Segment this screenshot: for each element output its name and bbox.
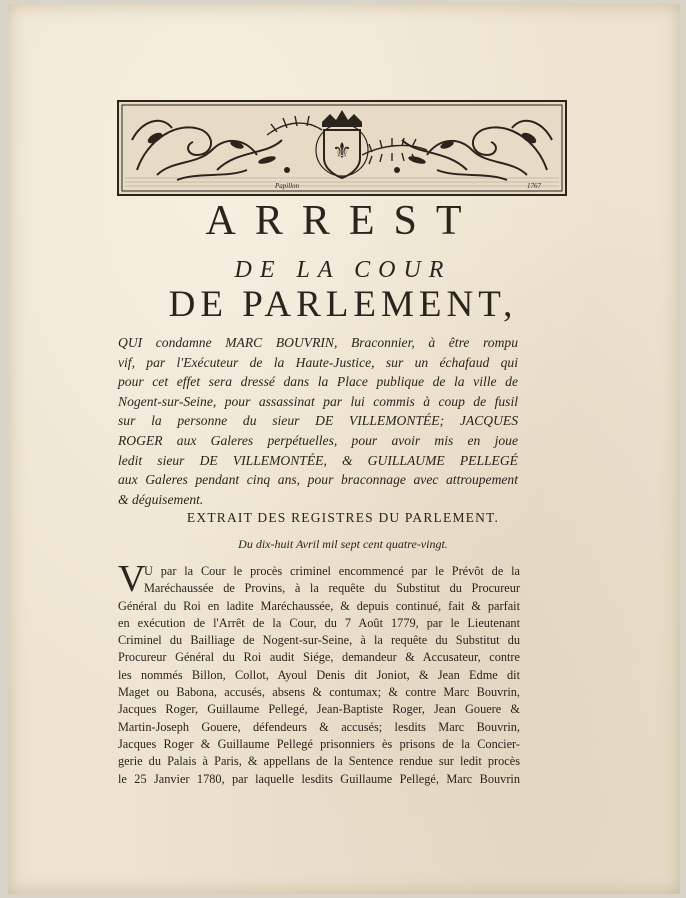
title-arrest: ARREST <box>205 198 481 244</box>
summary-line: ledit sieur DE VILLEMONTÉE, & GUILLAUME PELLEGÉ <box>118 452 518 468</box>
royal-arms-fleur-de-lis-crown-icon <box>117 100 567 196</box>
body-line: Procureur Général du Roi audit Siége, demandeur & Accusateur, contre <box>118 650 520 665</box>
decree-date: Du dix-huit Avril mil sept cent quatre-vingt. <box>238 537 448 551</box>
body-line: Maget ou Babona, accusés, absens & contumax; & contre Marc Bouvrin, <box>118 685 520 700</box>
summary-line: pour cet effet sera dressé dans la Place publique de la ville de <box>118 374 518 390</box>
summary-line: sur la personne du sieur DE VILLEMONTÉE; JACQUES <box>118 413 518 429</box>
body-line: Général du Roi en ladite Maréchaussée, & depuis continué, fait & parfait <box>118 598 520 613</box>
engraved-headpiece <box>117 100 567 196</box>
body-line: en exécution de l'Arrêt de la Cour, du 7 Août 1779, par le Lieutenant <box>118 615 520 630</box>
title-de-la-cour: DE LA COUR <box>234 257 452 283</box>
title-de-parlement: DE PARLEMENT, <box>168 284 518 325</box>
body-line: Maréchaussée de Provins, à la requête du Substitut du Procureur <box>144 581 520 596</box>
body-line: les nommés Billon, Collot, Ayoul Denis dit Joniot, & Jean Edme dit <box>118 667 520 682</box>
body-line: U par la Cour le procès criminel encommencé par le Prévôt de la <box>144 564 520 578</box>
body-paragraph <box>118 558 520 788</box>
svg-text:⚜: ⚜ <box>332 139 352 164</box>
body-line: le 25 Janvier 1780, par laquelle lesdits Guillaume Pellegé, Marc Bouvrin <box>118 771 520 786</box>
extrait-heading: EXTRAIT DES REGISTRES DU PARLEMENT. <box>186 510 500 525</box>
summary-line: vif, par l'Exécuteur de la Haute-Justice, sur un échafaud qui <box>118 354 518 370</box>
body-line: Jacques Roger, Guillaume Pellegé, Jean-Baptiste Roger, Jean Gouere & <box>118 702 520 717</box>
summary-line: aux Galeres pendant cinq ans, pour braconnage avec attroupement <box>118 472 518 488</box>
body-line: gerie du Palais à Paris, & appellans de la Sentence rendue sur ledit procès <box>118 754 520 769</box>
body-line: Criminel du Bailliage de Nogent-sur-Seine, à la requête du Substitut du <box>118 633 520 648</box>
summary-line: Nogent-sur-Seine, pour assassinat par lui commis à coup de fusil <box>118 393 518 409</box>
body-line: Martin-Joseph Gouere, défendeurs & accusés; lesdits Marc Bouvrin, <box>118 719 520 734</box>
engraving-year: 1767 <box>527 182 541 190</box>
summary-line: ROGER aux Galeres perpétuelles, pour avoir mis en joue <box>118 432 518 448</box>
summary-line: & déguisement. <box>118 491 204 507</box>
engraver-signature: Papillon <box>275 182 300 190</box>
body-line: Jacques Roger & Guillaume Pellegé prisonniers ès prisons de la Concier- <box>118 736 520 751</box>
summary-paragraph <box>118 333 518 509</box>
drop-cap: V <box>118 558 146 600</box>
summary-line: QUI condamne MARC BOUVRIN, Braconnier, à être rompu <box>118 335 518 350</box>
